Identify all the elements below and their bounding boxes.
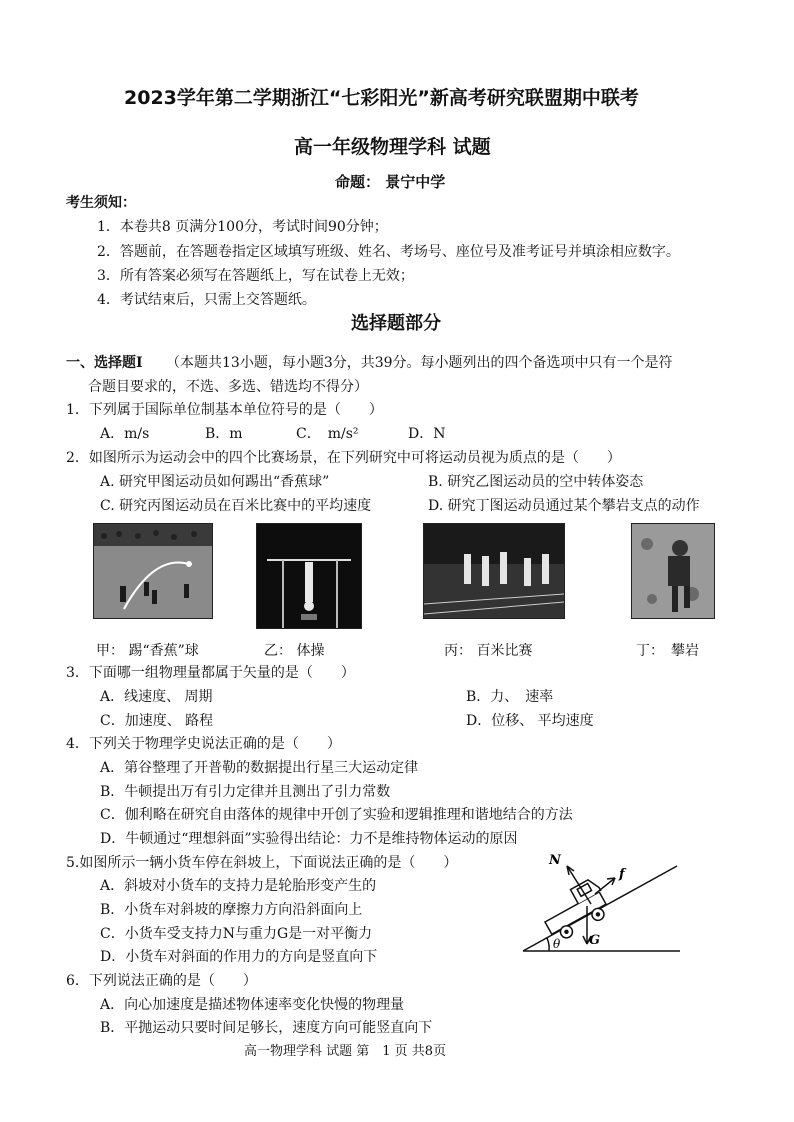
notice-item: 4．考试结束后，只需上交答题纸。	[97, 292, 316, 308]
photo-caption: 丁： 攀岩	[636, 643, 699, 659]
question-stem: 2．如图所示为运动会中的四个比赛场景，在下列研究中可将运动员视为质点的是（ ）	[66, 450, 621, 466]
notice-item: 1．本卷共8 页满分100分，考试时间90分钟；	[97, 219, 388, 235]
photo-football	[93, 523, 213, 619]
option-d: D．牛顿通过“理想斜面”实验得出结论：力不是维持物体运动的原因	[100, 831, 518, 847]
page-footer: 高一物理学科 试题 第 1 页 共8页	[244, 1044, 447, 1059]
notice-heading: 考生须知：	[66, 195, 136, 211]
section-title: 选择题部分	[351, 313, 441, 334]
part1-desc: （本题共13小题，每小题3分，共39分。每小题列出的四个备选项中只有一个是符	[166, 355, 673, 371]
option-b: B．牛顿提出万有引力定律并且测出了引力常数	[100, 784, 391, 800]
photo-gymnastics	[256, 523, 362, 629]
option-a: A. 研究甲图运动员如何踢出“香蕉球”	[100, 474, 330, 490]
angle-label-theta: θ	[553, 937, 561, 951]
notice-item: 2．答题前，在答题卷指定区域填写班级、姓名、考场号、座位号及准考证号并填涂相应数字。	[97, 244, 680, 260]
option-a: A．第谷整理了开普勒的数据提出行星三大运动定律	[100, 760, 419, 776]
question-stem: 5.如图所示一辆小货车停在斜坡上，下面说法正确的是（ ）	[66, 855, 458, 871]
photo-caption: 丙： 百米比赛	[444, 643, 533, 659]
option-d: D．小货车对斜面的作用力的方向是竖直向下	[100, 949, 378, 965]
exam-subtitle: 高一年级物理学科 试题	[294, 136, 491, 158]
option-b: B．平抛运动只要时间足够长，速度方向可能竖直向下	[100, 1020, 433, 1036]
exam-title: 2023学年第二学期浙江“七彩阳光”新高考研究联盟期中联考	[124, 87, 639, 109]
part1-desc: 合题目要求的，不选、多选、错选均不得分）	[88, 379, 368, 395]
photo-caption: 甲： 踢“香蕉”球	[96, 643, 199, 659]
option-b: B. 研究乙图运动员的空中转体姿态	[428, 474, 644, 490]
photo-caption: 乙： 体操	[264, 643, 325, 659]
option-b: B．m	[205, 426, 243, 442]
option-a: A．线速度、 周期	[100, 689, 213, 705]
option-c: C．加速度、 路程	[100, 713, 214, 729]
option-c: C． m/s²	[296, 426, 359, 442]
option-b: B．小货车对斜坡的摩擦力方向沿斜面向上	[100, 902, 363, 918]
question-stem: 4．下列关于物理学史说法正确的是（ ）	[66, 736, 341, 752]
question-stem: 6．下列说法正确的是（ ）	[66, 973, 257, 989]
photo-sprint	[423, 523, 565, 619]
notice-item: 3．所有答案必须写在答题纸上，写在试卷上无效；	[97, 268, 414, 284]
part1-label: 一、选择题Ⅰ	[66, 355, 143, 371]
option-a: A．m/s	[100, 426, 150, 442]
option-d: D．位移、 平均速度	[466, 713, 594, 729]
question-stem: 3．下面哪一组物理量都属于矢量的是（ ）	[66, 665, 355, 681]
option-c: C．伽利略在研究自由落体的规律中开创了实验和逻辑推理和谐地结合的方法	[100, 807, 573, 823]
exam-setter: 命题： 景宁中学	[335, 173, 446, 191]
question-stem: 1．下列属于国际单位制基本单位符号的是（ ）	[66, 402, 383, 418]
incline-diagram	[515, 848, 685, 956]
option-d: D．N	[408, 426, 446, 442]
option-a: A．向心加速度是描述物体速率变化快慢的物理量	[100, 997, 405, 1013]
option-d: D. 研究丁图运动员通过某个攀岩支点的动作	[428, 498, 700, 514]
force-label-g: G	[589, 933, 601, 948]
force-label-f: f	[619, 867, 625, 882]
option-c: C. 研究丙图运动员在百米比赛中的平均速度	[100, 498, 372, 514]
photo-climbing	[631, 523, 715, 619]
force-label-n: N	[549, 853, 561, 868]
option-b: B．力、 速率	[466, 689, 554, 705]
option-c: C．小货车受支持力N与重力G是一对平衡力	[100, 926, 373, 942]
option-a: A．斜坡对小货车的支持力是轮胎形变产生的	[100, 878, 377, 894]
